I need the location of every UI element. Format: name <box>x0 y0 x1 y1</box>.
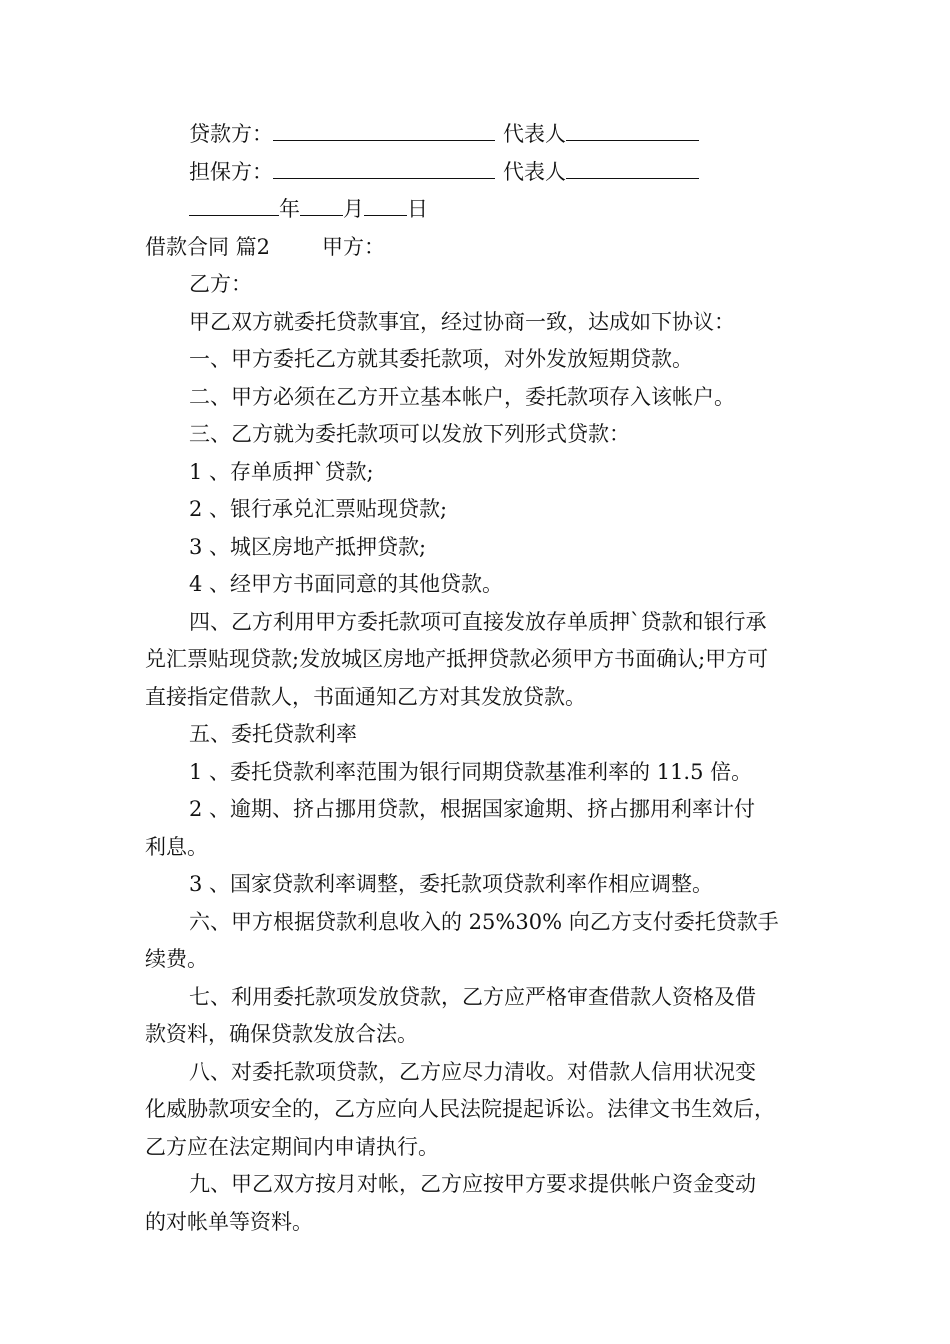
paragraph-line: 3 、城区房地产抵押贷款; <box>189 534 427 559</box>
month-blank[interactable] <box>300 191 343 216</box>
paragraph-line: 3 、国家贷款利率调整，委托款项贷款利率作相应调整。 <box>189 872 714 896</box>
paragraph-line: 四、乙方利用甲方委托款项可直接发放存单质押`贷款和银行承 <box>189 609 767 634</box>
paragraph-line: 三、乙方就为委托款项可以发放下列形式贷款： <box>189 422 630 446</box>
contract-heading-line <box>145 229 810 267</box>
paragraph-line: 八、对委托款项贷款，乙方应尽力清收。对借款人信用状况变 <box>189 1059 756 1084</box>
paragraph-line: 2 、逾期、挤占挪用贷款，根据国家逾期、挤占挪用利率计付 <box>189 797 756 821</box>
paragraph-line: 九、甲乙双方按月对帐，乙方应按甲方要求提供帐户资金变动 <box>189 1172 756 1196</box>
paragraph-line: 化威胁款项安全的，乙方应向人民法院提起诉讼。法律文书生效后， <box>145 1097 775 1121</box>
lender-signature-line <box>145 116 810 154</box>
day-blank[interactable] <box>364 191 407 216</box>
lender-label: 贷款方： <box>189 122 273 146</box>
day-label: 日 <box>407 197 428 221</box>
paragraph-line: 续费。 <box>145 947 208 971</box>
paragraph-line: 五、委托贷款利率 <box>189 722 357 746</box>
guarantor-signature-line <box>145 154 810 192</box>
paragraph-line: 的对帐单等资料。 <box>145 1209 313 1234</box>
paragraph-line: 直接指定借款人，书面通知乙方对其发放贷款。 <box>145 684 586 709</box>
party-a-label: 甲方： <box>322 234 386 259</box>
paragraph-line: 六、甲方根据贷款利息收入的 25%30% 向乙方支付委托贷款手 <box>189 909 779 934</box>
year-blank[interactable] <box>189 191 279 216</box>
paragraph-line: 4 、经甲方书面同意的其他贷款。 <box>189 572 504 596</box>
paragraph-line: 乙方应在法定期间内申请执行。 <box>145 1134 439 1159</box>
document-body <box>145 116 810 1241</box>
paragraph-line: 2 、银行承兑汇票贴现贷款; <box>189 497 448 521</box>
paragraph-line: 二、甲方必须在乙方开立基本帐户，委托款项存入该帐户。 <box>189 384 735 409</box>
guarantor-rep-label: 代表人 <box>503 159 566 184</box>
paragraph-line: 七、利用委托款项发放贷款，乙方应严格审查借款人资格及借 <box>189 984 756 1009</box>
lender-rep-label: 代表人 <box>503 122 566 146</box>
lender-rep-blank[interactable] <box>566 116 699 141</box>
paragraph-line: 甲乙双方就委托贷款事宜，经过协商一致，达成如下协议： <box>189 309 735 334</box>
paragraph-line: 款资料，确保贷款发放合法。 <box>145 1022 418 1046</box>
guarantor-label: 担保方： <box>189 159 273 184</box>
paragraph-line: 乙方： <box>189 272 252 296</box>
paragraph-line: 1 、存单质押`贷款; <box>189 459 374 484</box>
guarantor-rep-blank[interactable] <box>566 154 699 179</box>
paragraph-line: 利息。 <box>145 834 208 859</box>
lender-blank[interactable] <box>273 116 495 141</box>
contract-title: 借款合同 篇2 <box>145 234 271 259</box>
paragraph-line: 兑汇票贴现贷款;发放城区房地产抵押贷款必须甲方书面确认;甲方可 <box>145 647 769 671</box>
paragraph-line: 1 、委托贷款利率范围为银行同期贷款基准利率的 11.5 倍。 <box>189 759 753 784</box>
guarantor-blank[interactable] <box>273 154 495 179</box>
contract-clauses <box>145 266 810 1241</box>
date-line <box>145 191 810 229</box>
paragraph-line: 一、甲方委托乙方就其委托款项，对外发放短期贷款。 <box>189 347 693 371</box>
year-label: 年 <box>279 197 300 221</box>
month-label: 月 <box>343 197 364 221</box>
